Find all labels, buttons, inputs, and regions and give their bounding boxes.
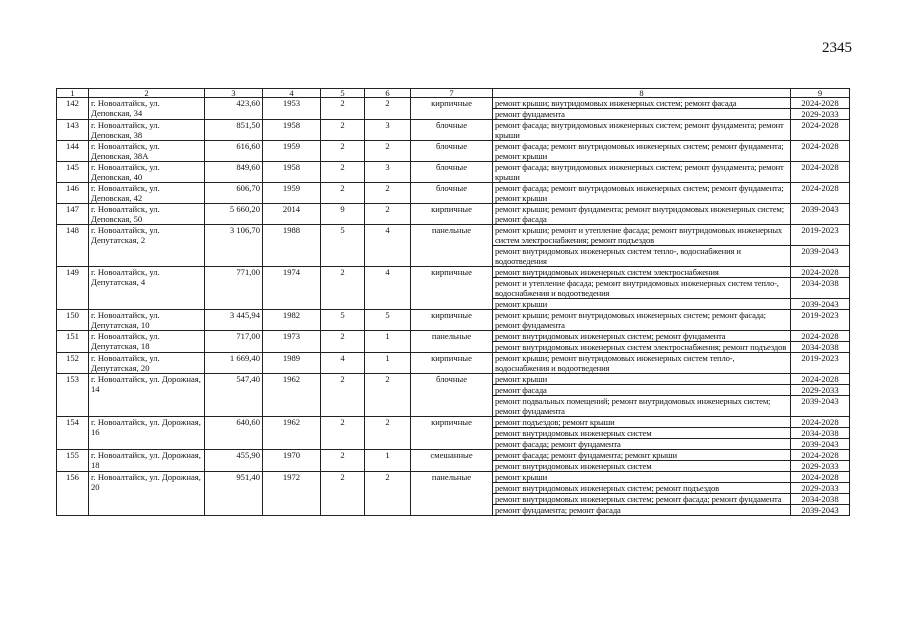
repair-works-cell: ремонт фундамента — [493, 109, 791, 120]
table-row — [57, 374, 850, 385]
entrances-cell: 3 — [365, 162, 411, 183]
column-header: 8 — [493, 89, 791, 98]
repair-works-cell: ремонт внутридомовых инженерных систем электроснабжения — [493, 267, 791, 278]
column-header: 6 — [365, 89, 411, 98]
row-number: 146 — [57, 183, 89, 204]
year-cell: 1959 — [263, 183, 321, 204]
address-cell: г. Новоалтайск, ул. Деповская, 40 — [89, 162, 205, 183]
entrances-cell: 2 — [365, 472, 411, 516]
area-cell: 455,90 — [205, 450, 263, 472]
wall-material-cell: кирпичные — [411, 353, 493, 374]
floors-cell: 2 — [321, 98, 365, 120]
repair-period-cell: 2024-2028 — [791, 450, 850, 461]
repair-works-cell: ремонт крыши — [493, 472, 791, 483]
row-number: 144 — [57, 141, 89, 162]
area-cell: 547,40 — [205, 374, 263, 417]
table-body — [57, 98, 850, 516]
floors-cell: 4 — [321, 353, 365, 374]
entrances-cell: 2 — [365, 98, 411, 120]
row-number: 155 — [57, 450, 89, 472]
repair-period-cell: 2024-2028 — [791, 98, 850, 109]
year-cell: 1974 — [263, 267, 321, 310]
floors-cell: 2 — [321, 374, 365, 417]
year-cell: 1959 — [263, 141, 321, 162]
table-row — [57, 225, 850, 246]
row-number: 154 — [57, 417, 89, 450]
address-cell: г. Новоалтайск, ул. Деповская, 38А — [89, 141, 205, 162]
floors-cell: 2 — [321, 450, 365, 472]
wall-material-cell: кирпичные — [411, 267, 493, 310]
table-row — [57, 450, 850, 461]
repair-works-cell: ремонт крыши — [493, 374, 791, 385]
repair-period-cell: 2039-2043 — [791, 439, 850, 450]
floors-cell: 2 — [321, 141, 365, 162]
row-number: 156 — [57, 472, 89, 516]
repair-period-cell: 2024-2028 — [791, 331, 850, 342]
entrances-cell: 3 — [365, 120, 411, 141]
area-cell: 851,50 — [205, 120, 263, 141]
year-cell: 1982 — [263, 310, 321, 331]
floors-cell: 5 — [321, 310, 365, 331]
table-row — [57, 120, 850, 141]
repair-period-cell: 2029-2033 — [791, 109, 850, 120]
entrances-cell: 1 — [365, 450, 411, 472]
column-number-row — [57, 89, 850, 98]
entrances-cell: 2 — [365, 183, 411, 204]
table-row — [57, 204, 850, 225]
repair-works-cell: ремонт фасада; ремонт фундамента — [493, 439, 791, 450]
row-number: 153 — [57, 374, 89, 417]
table-row — [57, 310, 850, 331]
row-number: 150 — [57, 310, 89, 331]
year-cell: 1973 — [263, 331, 321, 353]
repair-period-cell: 2034-2038 — [791, 342, 850, 353]
entrances-cell: 2 — [365, 204, 411, 225]
floors-cell: 9 — [321, 204, 365, 225]
address-cell: г. Новоалтайск, ул. Дорожная, 18 — [89, 450, 205, 472]
floors-cell: 2 — [321, 267, 365, 310]
address-cell: г. Новоалтайск, ул. Деповская, 38 — [89, 120, 205, 141]
entrances-cell: 1 — [365, 353, 411, 374]
repair-works-cell: ремонт внутридомовых инженерных систем; ремонт подъездов — [493, 483, 791, 494]
entrances-cell: 2 — [365, 374, 411, 417]
wall-material-cell: блочные — [411, 374, 493, 417]
year-cell: 1962 — [263, 374, 321, 417]
page-number: 2345 — [822, 40, 852, 56]
repair-works-cell: ремонт внутридомовых инженерных систем — [493, 428, 791, 439]
address-cell: г. Новоалтайск, ул. Деповская, 50 — [89, 204, 205, 225]
repair-period-cell: 2039-2043 — [791, 246, 850, 267]
area-cell: 640,60 — [205, 417, 263, 450]
repair-period-cell: 2024-2028 — [791, 141, 850, 162]
wall-material-cell: блочные — [411, 183, 493, 204]
repair-works-cell: ремонт крыши — [493, 299, 791, 310]
row-number: 145 — [57, 162, 89, 183]
wall-material-cell: блочные — [411, 120, 493, 141]
address-cell: г. Новоалтайск, ул. Дорожная, 20 — [89, 472, 205, 516]
column-header: 9 — [791, 89, 850, 98]
repair-period-cell: 2039-2043 — [791, 396, 850, 417]
wall-material-cell: панельные — [411, 225, 493, 267]
repair-works-cell: ремонт крыши; ремонт внутридомовых инженерных систем тепло-, водоснабжения и водоотведения — [493, 353, 791, 374]
column-header: 7 — [411, 89, 493, 98]
table-row — [57, 267, 850, 278]
repair-period-cell: 2024-2028 — [791, 183, 850, 204]
wall-material-cell: кирпичные — [411, 98, 493, 120]
area-cell: 3 106,70 — [205, 225, 263, 267]
repair-works-cell: ремонт подъездов; ремонт крыши — [493, 417, 791, 428]
address-cell: г. Новоалтайск, ул. Дорожная, 14 — [89, 374, 205, 417]
wall-material-cell: блочные — [411, 141, 493, 162]
entrances-cell: 2 — [365, 141, 411, 162]
year-cell: 1958 — [263, 120, 321, 141]
area-cell: 771,00 — [205, 267, 263, 310]
repair-works-cell: ремонт внутридомовых инженерных систем; ремонт фундамента — [493, 331, 791, 342]
row-number: 152 — [57, 353, 89, 374]
address-cell: г. Новоалтайск, ул. Деповская, 42 — [89, 183, 205, 204]
area-cell: 849,60 — [205, 162, 263, 183]
row-number: 143 — [57, 120, 89, 141]
repair-period-cell: 2019-2023 — [791, 353, 850, 374]
entrances-cell: 1 — [365, 331, 411, 353]
column-header: 5 — [321, 89, 365, 98]
row-number: 151 — [57, 331, 89, 353]
repair-works-cell: ремонт крыши; внутридомовых инженерных систем; ремонт фасада — [493, 98, 791, 109]
wall-material-cell: кирпичные — [411, 417, 493, 450]
address-cell: г. Новоалтайск, ул. Депутатская, 10 — [89, 310, 205, 331]
address-cell: г. Новоалтайск, ул. Депутатская, 2 — [89, 225, 205, 267]
table-row — [57, 162, 850, 183]
repair-works-cell: ремонт внутридомовых инженерных систем — [493, 461, 791, 472]
year-cell: 1970 — [263, 450, 321, 472]
floors-cell: 2 — [321, 183, 365, 204]
floors-cell: 5 — [321, 225, 365, 267]
repair-works-cell: ремонт внутридомовых инженерных систем; ремонт фасада; ремонт фундамента — [493, 494, 791, 505]
housing-repair-table — [56, 88, 850, 516]
year-cell: 1962 — [263, 417, 321, 450]
year-cell: 1958 — [263, 162, 321, 183]
repair-works-cell: ремонт фасада — [493, 385, 791, 396]
repair-works-cell: ремонт крыши; ремонт внутридомовых инженерных систем; ремонт фасада; ремонт фундамента — [493, 310, 791, 331]
row-number: 147 — [57, 204, 89, 225]
repair-period-cell: 2024-2028 — [791, 417, 850, 428]
repair-period-cell: 2039-2043 — [791, 299, 850, 310]
repair-works-cell: ремонт и утепление фасада; ремонт внутридомовых инженерных систем тепло-, водоснабжения и водоотведения — [493, 278, 791, 299]
table-row — [57, 331, 850, 342]
address-cell: г. Новоалтайск, ул. Депутатская, 18 — [89, 331, 205, 353]
repair-works-cell: ремонт крыши; ремонт фундамента; ремонт внутридомовых инженерных систем; ремонт фасада — [493, 204, 791, 225]
repair-period-cell: 2019-2023 — [791, 310, 850, 331]
floors-cell: 2 — [321, 472, 365, 516]
repair-period-cell: 2024-2028 — [791, 120, 850, 141]
repair-period-cell: 2019-2023 — [791, 225, 850, 246]
area-cell: 951,40 — [205, 472, 263, 516]
repair-period-cell: 2029-2033 — [791, 461, 850, 472]
column-header: 4 — [263, 89, 321, 98]
entrances-cell: 4 — [365, 267, 411, 310]
area-cell: 616,60 — [205, 141, 263, 162]
row-number: 148 — [57, 225, 89, 267]
column-header: 2 — [89, 89, 205, 98]
floors-cell: 2 — [321, 120, 365, 141]
repair-works-cell: ремонт подвальных помещений; ремонт внутридомовых инженерных систем; ремонт фундамента — [493, 396, 791, 417]
repair-works-cell: ремонт фасада; внутридомовых инженерных систем; ремонт фундамента; ремонт крыши — [493, 162, 791, 183]
repair-works-cell: ремонт внутридомовых инженерных систем электроснабжения; ремонт подъездов — [493, 342, 791, 353]
wall-material-cell: кирпичные — [411, 310, 493, 331]
year-cell: 1972 — [263, 472, 321, 516]
table-row — [57, 141, 850, 162]
repair-works-cell: ремонт фасада; ремонт внутридомовых инженерных систем; ремонт фундамента; ремонт крыши — [493, 183, 791, 204]
repair-works-cell: ремонт фасада; ремонт внутридомовых инженерных систем; ремонт фундамента; ремонт крыши — [493, 141, 791, 162]
repair-period-cell: 2029-2033 — [791, 483, 850, 494]
entrances-cell: 5 — [365, 310, 411, 331]
table-row — [57, 353, 850, 374]
repair-works-cell: ремонт фасада; ремонт фундамента; ремонт крыши — [493, 450, 791, 461]
repair-period-cell: 2024-2028 — [791, 267, 850, 278]
repair-period-cell: 2024-2028 — [791, 374, 850, 385]
entrances-cell: 2 — [365, 417, 411, 450]
wall-material-cell: блочные — [411, 162, 493, 183]
area-cell: 606,70 — [205, 183, 263, 204]
repair-works-cell: ремонт внутридомовых инженерных систем тепло-, водоснабжения и водоотведения — [493, 246, 791, 267]
area-cell: 3 445,94 — [205, 310, 263, 331]
year-cell: 1989 — [263, 353, 321, 374]
column-header: 1 — [57, 89, 89, 98]
table-row — [57, 417, 850, 428]
year-cell: 2014 — [263, 204, 321, 225]
address-cell: г. Новоалтайск, ул. Дорожная, 16 — [89, 417, 205, 450]
area-cell: 717,00 — [205, 331, 263, 353]
repair-period-cell: 2024-2028 — [791, 162, 850, 183]
wall-material-cell: панельные — [411, 472, 493, 516]
row-number: 142 — [57, 98, 89, 120]
floors-cell: 2 — [321, 417, 365, 450]
repair-period-cell: 2039-2043 — [791, 505, 850, 516]
repair-period-cell: 2024-2028 — [791, 472, 850, 483]
row-number: 149 — [57, 267, 89, 310]
repair-period-cell: 2034-2038 — [791, 428, 850, 439]
address-cell: г. Новоалтайск, ул. Депутатская, 4 — [89, 267, 205, 310]
repair-period-cell: 2034-2038 — [791, 278, 850, 299]
repair-period-cell: 2029-2033 — [791, 385, 850, 396]
column-header: 3 — [205, 89, 263, 98]
repair-period-cell: 2039-2043 — [791, 204, 850, 225]
address-cell: г. Новоалтайск, ул. Деповская, 34 — [89, 98, 205, 120]
area-cell: 1 669,40 — [205, 353, 263, 374]
wall-material-cell: кирпичные — [411, 204, 493, 225]
area-cell: 5 660,20 — [205, 204, 263, 225]
repair-works-cell: ремонт фундамента; ремонт фасада — [493, 505, 791, 516]
area-cell: 423,60 — [205, 98, 263, 120]
floors-cell: 2 — [321, 162, 365, 183]
address-cell: г. Новоалтайск, ул. Депутатская, 20 — [89, 353, 205, 374]
wall-material-cell: смешанные — [411, 450, 493, 472]
table-row — [57, 183, 850, 204]
repair-works-cell: ремонт фасада; внутридомовых инженерных систем; ремонт фундамента; ремонт крыши — [493, 120, 791, 141]
repair-works-cell: ремонт крыши; ремонт и утепление фасада; ремонт внутридомовых инженерных систем электроснабжения; ремонт подъездов — [493, 225, 791, 246]
floors-cell: 2 — [321, 331, 365, 353]
wall-material-cell: панельные — [411, 331, 493, 353]
year-cell: 1988 — [263, 225, 321, 267]
table-row — [57, 98, 850, 109]
table-row — [57, 472, 850, 483]
entrances-cell: 4 — [365, 225, 411, 267]
repair-period-cell: 2034-2038 — [791, 494, 850, 505]
year-cell: 1953 — [263, 98, 321, 120]
